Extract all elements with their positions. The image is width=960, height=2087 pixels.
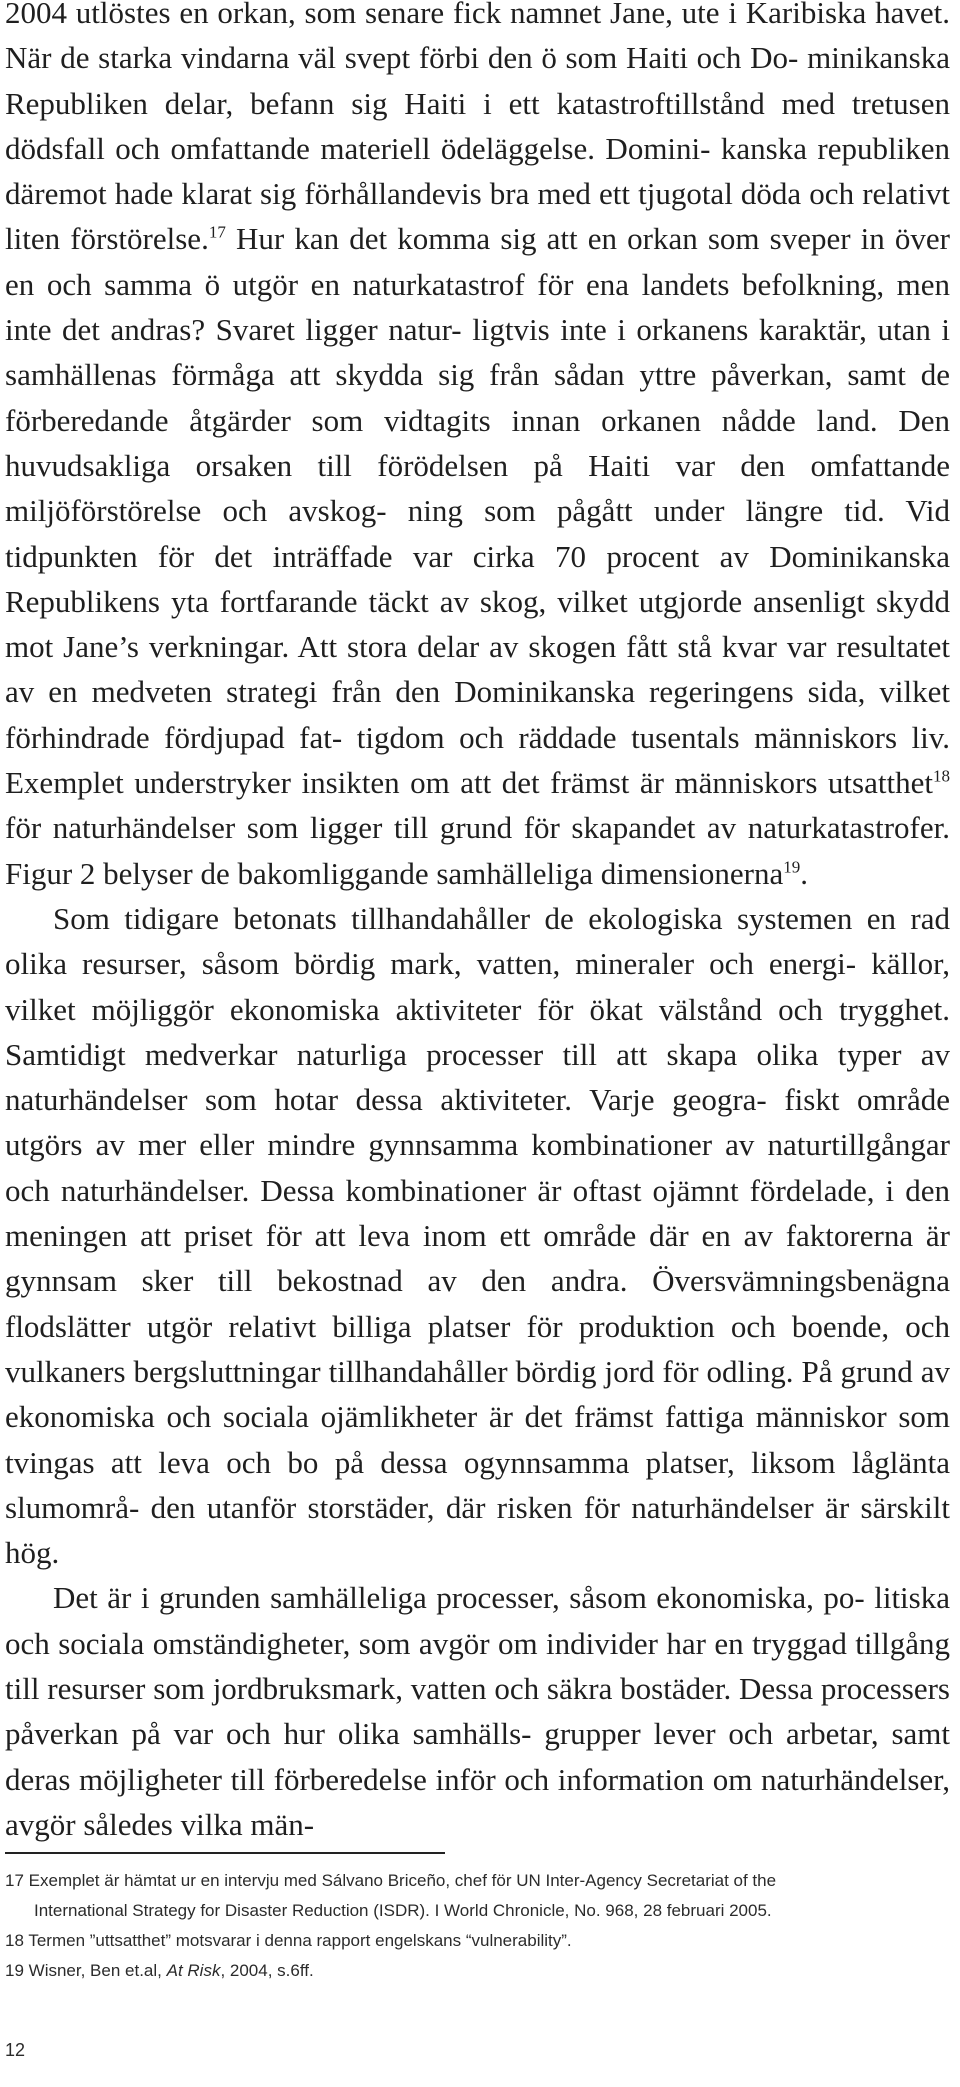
line: tigdom och räddade tusentals människors liv. Exemplet understryker — [5, 719, 951, 801]
line: havet. När de starka vindarna väl svept förbi den ö som Haiti och Do- — [5, 0, 951, 76]
line: sig från sådan yttre påverkan, samt de förberedande åtgärder som — [5, 357, 951, 438]
line: tryggad tillgång till resurser som jordbruksmark, vatten och säkra — [5, 1625, 950, 1706]
line: av skog, vilket utgjorde ansenligt skydd mot Jane’s verkningar. Att stora — [5, 583, 951, 665]
line: rad olika resurser, såsom bördig mark, vatten, mineraler och energi- — [5, 900, 951, 982]
footnote-text: , 2004, s.6ff. — [220, 1961, 314, 1980]
footnote-number: 19 — [5, 1961, 24, 1980]
line: den Dominikanska regeringens sida, vilket förhindrade fördjupad fat- — [5, 674, 951, 755]
line: litiska och sociala omständigheter, som avgör om individer har en — [5, 1580, 950, 1661]
line: platser för produktion och boende, och vulkaners bergsluttningar — [5, 1308, 950, 1389]
footnote-19 — [5, 1956, 945, 1986]
footnotes — [5, 1866, 945, 1986]
line: insikten om att det främst är människors utsatthet — [301, 765, 933, 801]
footnote-ref-19[interactable]: 19 — [783, 857, 801, 877]
line: typer av naturhändelser som hotar dessa aktiviteter. Varje geogra- — [5, 1036, 951, 1118]
body-text — [5, 0, 950, 1847]
line: Hur kan det komma sig att — [225, 221, 578, 257]
line: Som tidigare betonats tillhandahåller de ekologiska systemen en — [53, 900, 896, 936]
footnote-title: At Risk — [166, 1961, 221, 1980]
line: trygghet. Samtidigt medverkar naturliga processer till att skapa olika — [5, 991, 950, 1072]
line: en orkan som sveper in över en och samma ö utgör en naturkatastrof — [5, 221, 951, 302]
line: ett område där en av faktorerna är gynnsam sker till bekostnad av — [5, 1218, 951, 1299]
line: kanska republiken däremot hade klarat sig förhållandevis bra med ett — [5, 130, 950, 212]
page-number: 12 — [5, 2040, 26, 2060]
line: den utanför storstäder, där risken för naturhändelser är särskilt hög. — [5, 1489, 950, 1571]
footnote-text: Exemplet är hämtat ur en intervju med Sálvano Briceño, chef för UN Inter-Agency Secretariat of the — [28, 1871, 777, 1890]
line: förödelsen på Haiti var den omfattande miljöförstörelse och avskog- — [5, 447, 950, 529]
line: sociala ojämlikheter är det främst fattiga människor som tvingas att — [5, 1399, 950, 1480]
line: bostäder. Dessa processers påverkan på var och hur olika samhälls- — [5, 1670, 950, 1752]
line: för naturhändelser — [5, 810, 236, 846]
footnote-17 — [5, 1866, 945, 1926]
line: Det är i grunden samhälleliga processer, såsom ekonomiska, po- — [53, 1580, 865, 1616]
footnote-text: International Strategy for Disaster Reduction (ISDR). I World Chronicle, No. 968, 28 februari 2005. — [34, 1901, 772, 1920]
line: källor, vilket möjliggör ekonomiska aktiviteter för ökat välstånd och — [5, 946, 951, 1027]
line: delar av skogen fått stå kvar var resultatet av en medveten strategi från — [5, 629, 951, 710]
line: oftast ojämnt fördelade, i den meningen att priset för att leva inom — [5, 1172, 950, 1254]
footnote-number: 18 — [5, 1931, 24, 1950]
line: minikanska Republiken delar, befann sig Haiti i ett katastroftillstånd — [5, 40, 950, 121]
footnote-text: Wisner, Ben et.al, — [28, 1961, 167, 1980]
line: leva och bo på dessa ogynnsamma platser, liksom låglänta slumområ- — [5, 1444, 950, 1525]
line: med tretusen dödsfall och omfattande materiell ödeläggelse. Domini- — [5, 85, 951, 166]
line: som ligger till grund för skapandet av naturkatastrofer. Figur 2 belyser — [5, 810, 950, 891]
line: för ena landets befolkning, men inte det andras? Svaret ligger natur- — [5, 266, 951, 348]
line: fiskt område utgörs av mer eller mindre gynnsamma kombinationer — [5, 1082, 950, 1163]
paragraph-2 — [5, 896, 950, 1575]
footnote-number: 17 — [5, 1871, 24, 1890]
line: de bakomliggande samhälleliga dimensionerna — [200, 855, 784, 891]
line: grupper lever och arbetar, samt deras möjligheter till förberedelse — [5, 1716, 950, 1797]
paragraph-1 — [5, 0, 950, 896]
line: ning som pågått under längre tid. Vid tidpunkten för det inträffade var — [5, 493, 951, 574]
footnote-ref-18[interactable]: 18 — [932, 766, 950, 786]
footnote-divider — [5, 1852, 445, 1854]
line: vidtagits innan orkanen nådde land. Den huvudsakliga orsaken till — [5, 402, 950, 483]
line: tjugotal döda och relativt liten förstörelse. — [5, 176, 950, 257]
line: . — [800, 855, 809, 891]
footnote-text: Termen ”uttsatthet” motsvarar i denna rapport engelskans “vulnerability”. — [28, 1931, 572, 1950]
line: tillhandahåller bördig jord för odling. På grund av ekonomiska och — [5, 1353, 951, 1435]
line: den andra. Översvämningsbenägna flodslätter utgör relativt billiga — [5, 1263, 950, 1344]
paragraph-3 — [5, 1575, 950, 1847]
line: av naturtillgångar och naturhändelser. Dessa kombinationer är — [5, 1127, 951, 1208]
footnote-18 — [5, 1926, 945, 1956]
footnote-ref-17[interactable]: 17 — [208, 223, 226, 243]
line: 2004 utlöstes en orkan, som senare fick namnet Jane, ute i Karibiska — [5, 0, 867, 30]
line: ligtvis inte i orkanens karaktär, utan i samhällenas förmåga att skydda — [5, 312, 950, 393]
line: cirka 70 procent av Dominikanska Republikens yta fortfarande täckt — [5, 538, 950, 619]
line: inför och information om naturhändelser, avgör således vilka män- — [5, 1761, 951, 1842]
